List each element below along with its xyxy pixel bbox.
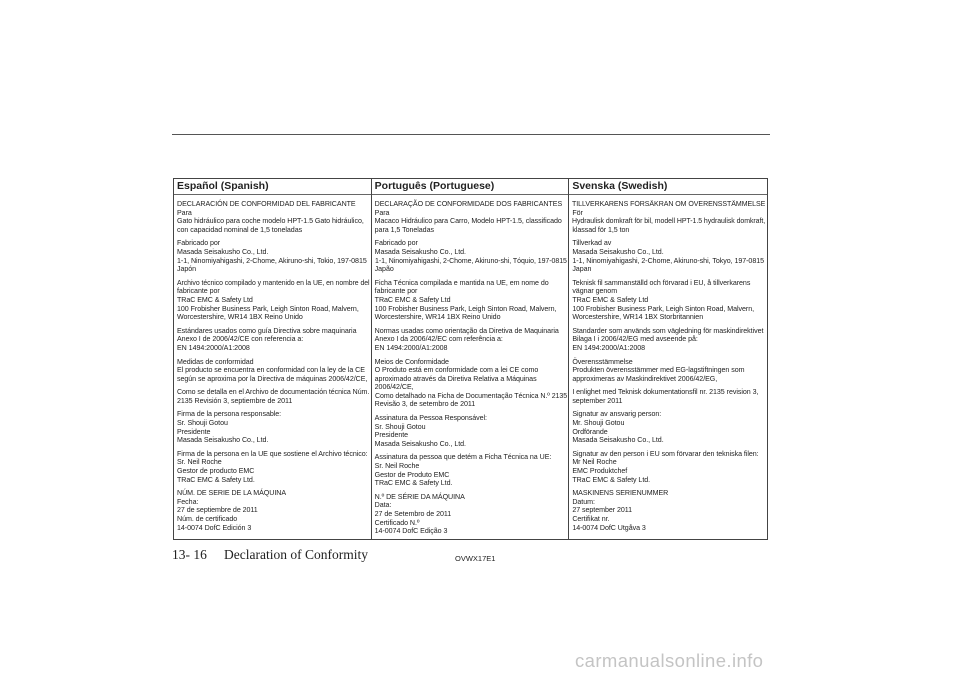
text-line: Produkten överensstämmer med EG-lagstiftningen som xyxy=(572,366,745,375)
text-line: Japón xyxy=(177,265,197,274)
column-spanish xyxy=(174,179,372,539)
text-block xyxy=(177,489,369,532)
text-block xyxy=(177,200,369,234)
text-line: Certificado N.º xyxy=(374,518,420,527)
text-line: Para xyxy=(374,208,390,217)
header-rule xyxy=(172,134,770,135)
text-block xyxy=(177,388,369,405)
text-line: Estándares usados como guía Directiva sobre maquinaria xyxy=(177,326,357,335)
text-line: Datum: xyxy=(572,497,595,506)
text-line: TRaC EMC & Safety Ltd xyxy=(177,295,253,304)
document-code: OVWX17E1 xyxy=(455,554,496,563)
column-title: Svenska (Swedish) xyxy=(569,180,767,195)
text-line: Firma de la persona en la UE que sostiene el Archivo técnico: xyxy=(177,449,368,458)
text-line: El producto se encuentra en conformidad con la ley de la CE xyxy=(177,366,365,375)
text-line: Mr. Shouji Gotou xyxy=(572,419,625,428)
text-line: aproximado através da Diretiva Relativa a Máquinas xyxy=(374,374,537,383)
text-line: TRaC EMC & Safety Ltd xyxy=(374,295,451,304)
text-line: approximeras av Maskindirektivet 2006/42/EG, xyxy=(572,374,718,383)
text-line: Masada Seisakusho Co., Ltd. xyxy=(177,436,269,445)
text-block xyxy=(572,358,765,384)
text-line: 100 Frobisher Business Park, Leigh Sinton Road, Malvern, xyxy=(572,304,755,313)
text-line: Presidente xyxy=(374,431,409,440)
text-line: Sr. Shouji Gotou xyxy=(374,422,426,431)
text-line: Sr. Shouji Gotou xyxy=(177,419,228,428)
text-line: EMC Produktchef xyxy=(572,467,628,476)
text-line: Japan xyxy=(572,265,592,274)
text-block xyxy=(572,327,765,353)
text-line: 27 de Setembro de 2011 xyxy=(374,510,452,518)
text-line: Masada Seisakusho Co., Ltd. xyxy=(572,247,664,256)
text-line: DECLARACIÓN DE CONFORMIDAD DEL FABRICANTE xyxy=(177,200,356,208)
text-line: 14-0074 DofC Utgåva 3 xyxy=(572,523,646,532)
text-line: 14-0074 DofC Edição 3 xyxy=(374,527,448,536)
text-block xyxy=(375,493,567,536)
text-block xyxy=(572,200,765,234)
text-block xyxy=(177,410,369,444)
text-line: Firma de la persona responsable: xyxy=(177,410,282,419)
text-block xyxy=(375,453,567,487)
text-line: Gato hidráulico para coche modelo HPT-1.5 Gato hidráulico, xyxy=(177,217,364,226)
column-body xyxy=(177,200,369,532)
text-block xyxy=(375,239,567,273)
text-line: TRaC EMC & Safety Ltd. xyxy=(177,475,255,484)
text-block xyxy=(177,279,369,322)
text-block xyxy=(572,489,765,532)
text-line: Standarder som används som vägledning för maskindirektivet xyxy=(572,326,764,335)
text-line: klassad för 1,5 ton xyxy=(572,225,630,234)
text-line: Hydraulisk domkraft för bil, modell HPT-1.5 hydraulisk domkraft, xyxy=(572,217,766,226)
text-line: Worcestershire, WR14 1BX Reino Unido xyxy=(177,313,303,322)
text-line: EN 1494:2000/A1:2008 xyxy=(177,343,250,352)
text-line: Överensstämmelse xyxy=(572,357,633,366)
text-block xyxy=(572,279,765,322)
text-line: Sr. Neil Roche xyxy=(374,462,420,471)
text-line: Masada Seisakusho Co., Ltd. xyxy=(374,247,466,256)
text-line: Revisão 3, de setembro de 2011 xyxy=(374,400,476,409)
text-line: TRaC EMC & Safety Ltd. xyxy=(572,475,651,484)
text-line: Assinatura da Pessoa Responsável: xyxy=(374,414,487,423)
text-line: Ficha Técnica compilada e mantida na UE, em nome do xyxy=(374,278,549,287)
text-line: Signatur av den person i EU som förvarar den tekniska filen: xyxy=(572,449,759,458)
text-line: Meios de Conformidade xyxy=(374,357,449,366)
text-line: O Produto está em conformidade com a lei CE como xyxy=(374,366,539,375)
text-line: Masada Seisakusho Co., Ltd. xyxy=(177,247,269,256)
text-line: 27 september 2011 xyxy=(572,506,633,515)
text-line: Archivo técnico compilado y mantenido en la UE, en nombre del xyxy=(177,278,370,287)
text-line: Gestor de Produto EMC xyxy=(374,470,450,479)
text-line: Normas usadas como orientação da Diretiva de Maquinaria xyxy=(374,326,559,335)
text-line: Anexo I da 2006/42/EC com referência a: xyxy=(374,335,503,344)
text-block xyxy=(572,388,765,405)
text-block xyxy=(375,279,567,322)
text-block xyxy=(572,410,765,444)
text-line: 1-1, Ninomiyahigashi, 2-Chome, Akiruno-shi, Tokio, 197-0815 xyxy=(177,256,367,265)
text-line: 2135 Revisión 3, septiembre de 2011 xyxy=(177,396,293,405)
text-line: según se aproxima por la Directiva de máquinas 2006/42/CE, xyxy=(177,374,368,383)
section-title: Declaration of Conformity xyxy=(224,547,368,562)
text-line: Como detalhado na Ficha de Documentação Técnica N.º 2135 xyxy=(374,391,567,400)
text-line: För xyxy=(572,208,583,217)
column-title: Português (Portuguese) xyxy=(372,180,569,195)
text-line: Ordförande xyxy=(572,427,608,436)
text-line: 1-1, Ninomiyahigashi, 2-Chome, Akiruno-shi, Tokyo, 197-0815 xyxy=(572,256,765,265)
text-line: Certifikat nr. xyxy=(572,515,610,523)
text-line: I enlighet med Teknisk dokumentationsfil nr. 2135 revision 3, xyxy=(572,388,759,397)
text-block xyxy=(177,358,369,384)
text-line: N.º DE SÉRIE DA MÁQUINA xyxy=(374,492,465,501)
text-block xyxy=(572,239,765,273)
text-line: NÚM. DE SERIE DE LA MÁQUINA xyxy=(177,489,287,498)
text-line: Masada Seisakusho Co., Ltd. xyxy=(572,436,664,445)
text-line: Worcestershire, WR14 1BX Reino Unido xyxy=(374,313,501,322)
text-block xyxy=(375,200,567,234)
text-line: fabricante por xyxy=(374,287,418,296)
text-block xyxy=(375,327,567,353)
text-line: Mr Neil Roche xyxy=(572,458,617,467)
text-line: fabricante por xyxy=(177,287,220,296)
text-line: Sr. Neil Roche xyxy=(177,458,222,467)
text-line: Medidas de conformidad xyxy=(177,357,254,366)
text-block xyxy=(177,327,369,353)
text-line: Bilaga I i 2006/42/EG med avseende på: xyxy=(572,335,698,344)
text-line: Anexo I de 2006/42/CE con referencia a: xyxy=(177,335,304,344)
text-line: Data: xyxy=(374,501,392,510)
declaration-table xyxy=(173,178,768,540)
text-line: DECLARAÇÃO DE CONFORMIDADE DOS FABRICANTES xyxy=(374,200,563,208)
text-line: Fabricado por xyxy=(374,239,418,248)
text-line: 27 de septiembre de 2011 xyxy=(177,506,258,515)
text-block xyxy=(177,450,369,484)
column-swedish xyxy=(569,179,767,539)
text-line: 100 Frobisher Business Park, Leigh Sinton Road, Malvern, xyxy=(374,304,557,313)
text-line: Assinatura da pessoa que detém a Ficha Técnica na UE: xyxy=(374,453,552,462)
text-block xyxy=(177,239,369,273)
text-line: Signatur av ansvarig person: xyxy=(572,410,662,419)
text-line: Fecha: xyxy=(177,497,199,506)
text-line: para 1,5 Toneladas xyxy=(374,225,434,234)
text-block xyxy=(572,450,765,484)
text-line: Presidente xyxy=(177,427,211,436)
text-line: Gestor de producto EMC xyxy=(177,467,255,476)
text-line: 2006/42/CE, xyxy=(374,383,414,392)
text-line: Masada Seisakusho Co., Ltd. xyxy=(374,439,466,448)
column-body xyxy=(375,200,567,536)
column-title: Español (Spanish) xyxy=(174,180,371,195)
text-line: TILLVERKARENS FÖRSÄKRAN OM ÖVERENSSTÄMMELSE xyxy=(572,200,766,208)
text-line: TRaC EMC & Safety Ltd xyxy=(572,295,649,304)
text-line: 1-1, Ninomiyahigashi, 2-Chome, Akiruno-shi, Tóquio, 197-0815 xyxy=(374,256,567,265)
text-line: vägnar genom xyxy=(572,287,618,296)
text-line: Teknisk fil sammanställd och förvarad i EU, å tillverkarens xyxy=(572,278,751,287)
watermark: carmanualsonline.info xyxy=(575,650,764,671)
column-portuguese xyxy=(372,179,570,539)
text-line: Japão xyxy=(374,265,394,274)
text-block xyxy=(375,414,567,448)
page-footer xyxy=(172,546,770,564)
text-line: 14-0074 DofC Edición 3 xyxy=(177,523,252,532)
text-line: 100 Frobisher Business Park, Leigh Sinton Road, Malvern, xyxy=(177,304,359,313)
column-body xyxy=(572,200,765,532)
text-line: con capacidad nominal de 1,5 toneladas xyxy=(177,225,303,234)
text-line: MASKINENS SERIENUMMER xyxy=(572,489,669,498)
text-block xyxy=(375,358,567,410)
text-line: Para xyxy=(177,208,192,217)
page-number: 13- 16 xyxy=(172,547,207,562)
text-line: TRaC EMC & Safety Ltd. xyxy=(374,479,453,488)
text-line: Núm. de certificado xyxy=(177,515,238,523)
text-line: Fabricado por xyxy=(177,239,221,248)
text-line: EN 1494:2000/A1:2008 xyxy=(374,343,448,352)
text-line: Como se detalla en el Archivo de documentación técnica Núm. xyxy=(177,388,370,397)
text-line: Tillverkad av xyxy=(572,239,612,248)
text-line: Macaco Hidráulico para Carro, Modelo HPT-1.5, classificado xyxy=(374,217,562,226)
text-line: EN 1494:2000/A1:2008 xyxy=(572,343,646,352)
text-line: Worcestershire, WR14 1BX Storbritannien xyxy=(572,313,704,322)
text-line: september 2011 xyxy=(572,396,623,405)
